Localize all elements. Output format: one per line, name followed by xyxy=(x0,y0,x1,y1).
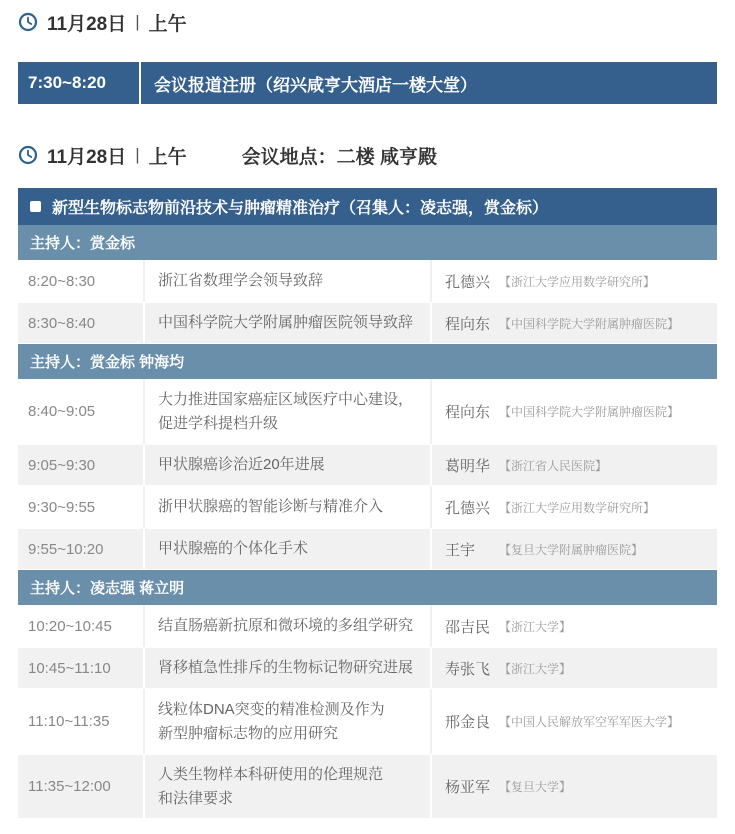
speaker-cell xyxy=(432,379,717,444)
speaker-cell xyxy=(432,605,717,647)
topic-line: 浙甲状腺癌的智能诊断与精准介入 xyxy=(158,498,384,515)
speaker-affiliation: 【复旦大学附属肿瘤医院】 xyxy=(499,542,644,557)
speaker-cell xyxy=(432,689,717,754)
topic-line: 甲状腺癌的个体化手术 xyxy=(158,540,309,557)
session-period: 上午 xyxy=(148,13,187,35)
registration-row xyxy=(18,62,717,104)
session-period: 上午 xyxy=(148,146,187,168)
speaker-cell xyxy=(432,486,717,528)
topic-cell xyxy=(145,648,432,688)
schedule-row xyxy=(18,528,717,570)
schedule-row xyxy=(18,689,717,754)
topic-line: 人类生物样本科研使用的伦理规范 xyxy=(158,765,384,783)
speaker-name: 程向东 xyxy=(445,315,491,333)
topic-cell xyxy=(145,260,432,302)
speaker-cell xyxy=(432,303,717,343)
speaker-name: 孔德兴 xyxy=(445,499,491,517)
schedule-row xyxy=(18,486,717,528)
registration-time: 7:30~8:20 xyxy=(18,62,141,104)
topic-cell xyxy=(145,303,432,343)
time-cell: 8:30~8:40 xyxy=(18,303,145,343)
topic-cell xyxy=(145,755,432,818)
speaker-cell xyxy=(432,648,717,688)
topic-line: 浙江省数理学会领导致辞 xyxy=(158,272,324,289)
schedule-row xyxy=(18,754,717,819)
session-date: 11月28日 xyxy=(47,146,127,168)
topic-cell xyxy=(145,529,432,569)
moderator-bar: 主持人：凌志强 蒋立明 xyxy=(18,570,717,605)
schedule-row xyxy=(18,302,717,344)
clock-icon xyxy=(18,12,38,32)
time-cell: 11:10~11:35 xyxy=(18,689,145,754)
date-period-separator: | xyxy=(135,12,140,31)
speaker-affiliation: 【中国人民解放军空军军医大学】 xyxy=(499,715,680,729)
schedule-row xyxy=(18,260,717,302)
speaker-affiliation: 【复旦大学】 xyxy=(499,780,572,794)
speaker-affiliation: 【浙江大学应用数学研究所】 xyxy=(499,274,656,289)
schedule-row xyxy=(18,379,717,444)
clock-icon xyxy=(18,145,38,165)
moderator-bar: 主持人：赏金标 xyxy=(18,225,717,260)
speaker-affiliation: 【浙江大学】 xyxy=(499,619,572,634)
section-title-bar xyxy=(18,188,717,225)
topic-cell xyxy=(145,379,432,444)
speaker-cell xyxy=(432,445,717,485)
time-cell: 11:35~12:00 xyxy=(18,755,145,818)
topic-line: 中国科学院大学附属肿瘤医院领导致辞 xyxy=(158,314,414,331)
schedule-row xyxy=(18,647,717,689)
speaker-name: 邵吉民 xyxy=(445,618,491,636)
session-header-2 xyxy=(18,142,717,168)
schedule-row xyxy=(18,605,717,647)
topic-line: 甲状腺癌诊治近20年进展 xyxy=(158,456,325,473)
speaker-affiliation: 【浙江大学应用数学研究所】 xyxy=(499,500,656,515)
topic-line: 促进学科提档升级 xyxy=(158,414,279,432)
time-cell: 10:45~11:10 xyxy=(18,648,145,688)
speaker-name: 程向东 xyxy=(445,404,491,421)
time-cell: 8:20~8:30 xyxy=(18,260,145,302)
topic-line: 结直肠癌新抗原和微环境的多组学研究 xyxy=(158,617,414,634)
section-title: 新型生物标志物前沿技术与肿瘤精准治疗（召集人：凌志强，赏金标） xyxy=(52,200,549,217)
speaker-cell xyxy=(432,529,717,569)
topic-line: 线粒体DNA突变的精准检测及作为 xyxy=(158,700,385,718)
speaker-name: 葛明华 xyxy=(445,457,491,475)
conference-agenda-page xyxy=(0,9,735,819)
schedule-row xyxy=(18,444,717,486)
speaker-affiliation: 【浙江大学】 xyxy=(499,661,572,676)
topic-line: 大力推进国家癌症区域医疗中心建设， xyxy=(158,390,414,408)
date-period-separator: | xyxy=(135,145,140,164)
time-cell: 9:55~10:20 xyxy=(18,529,145,569)
speaker-name: 杨亚军 xyxy=(445,779,491,796)
topic-cell xyxy=(145,486,432,528)
time-cell: 10:20~10:45 xyxy=(18,605,145,647)
session-date: 11月28日 xyxy=(47,13,127,35)
speaker-name: 邢金良 xyxy=(445,714,491,731)
session-location: 会议地点：二楼 咸亨殿 xyxy=(241,146,437,168)
time-cell: 9:30~9:55 xyxy=(18,486,145,528)
topic-line: 和法律要求 xyxy=(158,789,234,807)
speaker-affiliation: 【中国科学院大学附属肿瘤医院】 xyxy=(499,405,680,419)
session-header-1 xyxy=(18,9,717,35)
topic-line: 肾移植急性排斥的生物标记物研究进展 xyxy=(158,659,414,676)
speaker-affiliation: 【浙江省人民医院】 xyxy=(499,458,608,473)
moderator-bar: 主持人：赏金标 钟海均 xyxy=(18,344,717,379)
speaker-name: 王宇 xyxy=(445,541,476,559)
time-cell: 8:40~9:05 xyxy=(18,379,145,444)
time-cell: 9:05~9:30 xyxy=(18,445,145,485)
topic-cell xyxy=(145,689,432,754)
speaker-affiliation: 【中国科学院大学附属肿瘤医院】 xyxy=(499,316,680,331)
speaker-name: 寿张飞 xyxy=(445,660,491,678)
speaker-name: 孔德兴 xyxy=(445,273,491,291)
speaker-cell xyxy=(432,755,717,818)
topic-line: 新型肿瘤标志物的应用研究 xyxy=(158,724,339,742)
speaker-cell xyxy=(432,260,717,302)
square-bullet-icon xyxy=(30,201,41,212)
topic-cell xyxy=(145,445,432,485)
registration-title: 会议报道注册（绍兴咸亨大酒店一楼大堂） xyxy=(154,75,477,95)
topic-cell xyxy=(145,605,432,647)
